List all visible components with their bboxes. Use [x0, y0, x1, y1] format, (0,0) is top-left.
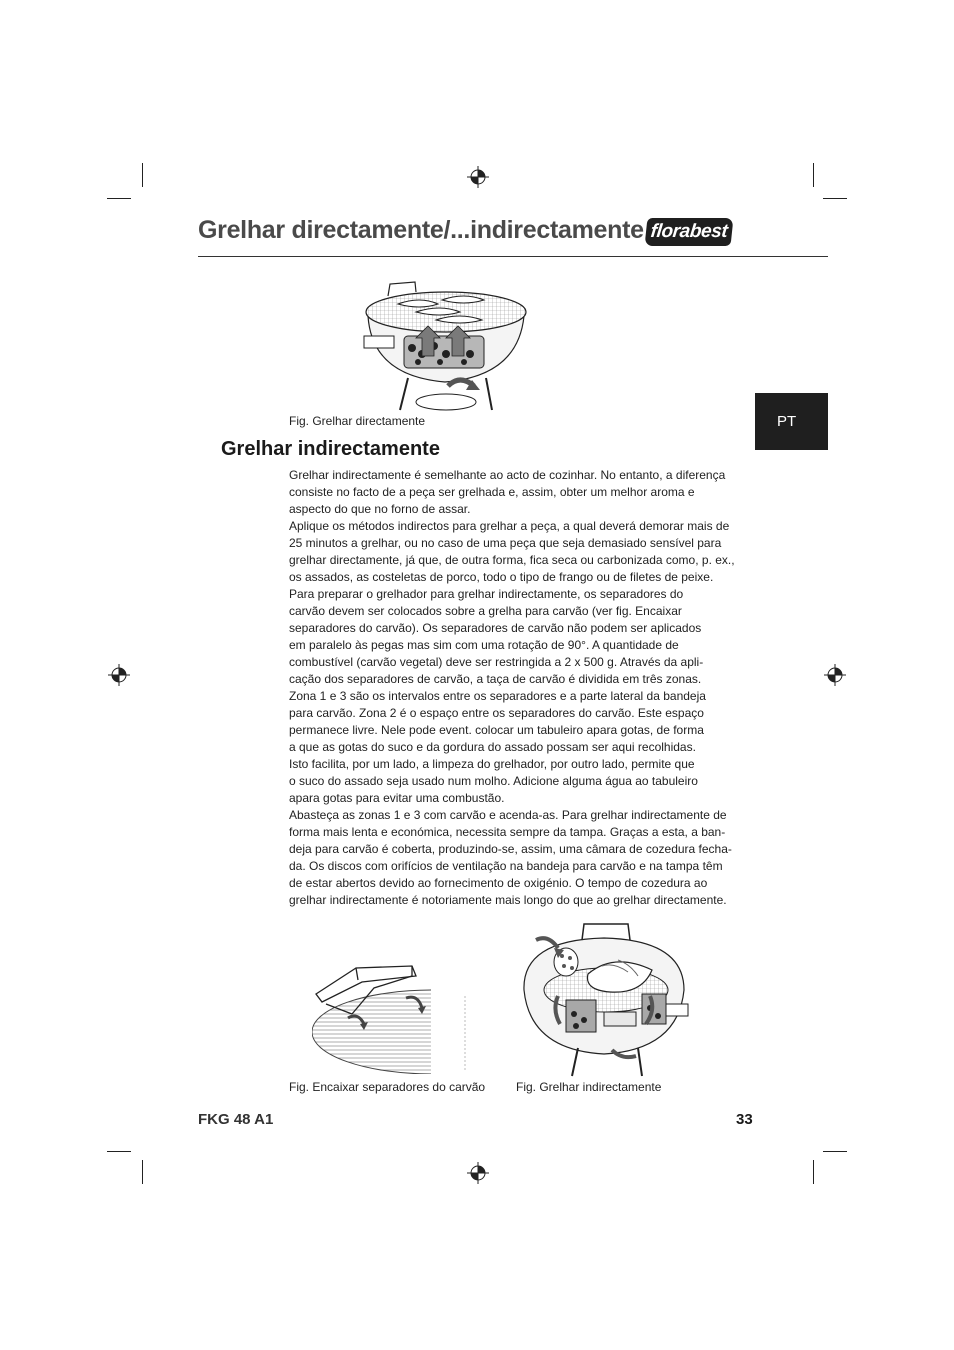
body-text-line: combustível (carvão vegetal) deve ser restringida a 2 x 500 g. Através da apli- [289, 655, 704, 669]
crop-mark [813, 163, 814, 187]
figure-caption: Fig. Grelhar directamente [289, 414, 426, 428]
body-text-line: forma mais lenta e económica, necessita sempre da tampa. Graças a esta, a ban- [289, 825, 726, 839]
language-tab-label: PT [777, 413, 797, 430]
body-text-line: separadores do carvão). Os separadores de carvão não podem ser aplicados [289, 621, 702, 635]
body-text-line: para carvão. Zona 2 é o espaço entre os separadores do carvão. Este espaço [289, 706, 704, 720]
header-divider [198, 256, 828, 257]
body-text-line: os assados, as costeletas de porco, todo o tipo de frango ou de filetes de peixe. [289, 570, 714, 584]
registration-mark-icon [108, 664, 130, 686]
body-text-line: consiste no facto de a peça ser grelhada e, assim, obter um melhor aroma e [289, 485, 695, 499]
crop-mark [823, 198, 847, 199]
page-title: Grelhar directamente/...indirectamente [198, 216, 644, 244]
body-text-line: Para preparar o grelhador para grelhar indirectamente, os separadores do [289, 587, 684, 601]
charcoal-separators-illustration [312, 960, 468, 1074]
page-number: 33 [736, 1111, 753, 1128]
body-text-line: cação dos separadores de carvão, a taça de carvão é dividida em três zonas. [289, 672, 702, 686]
body-text-line: Abasteça as zonas 1 e 3 com carvão e acenda-as. Para grelhar indirectamente de [289, 808, 727, 822]
crop-mark [142, 163, 143, 187]
body-text-line: Grelhar indirectamente é semelhante ao acto de cozinhar. No entanto, a diferença [289, 468, 726, 482]
registration-mark-icon [467, 1162, 489, 1184]
body-text-line: grelhar directamente, já que, de outra forma, fica seca ou carbonizada como, p. ex., [289, 553, 735, 567]
body-text [289, 467, 739, 909]
direct-grilling-illustration [360, 278, 530, 410]
brand-logo: florabest [645, 218, 734, 246]
crop-mark [107, 1151, 131, 1152]
crop-mark [813, 1160, 814, 1184]
body-text-line: o suco do assado seja usado num molho. Adicione alguma água ao tabuleiro [289, 774, 698, 788]
registration-mark-icon [824, 664, 846, 686]
body-text-line: a que as gotas do suco e da gordura do assado possam ser aqui recolhidas. [289, 740, 696, 754]
body-text-line: Isto facilita, por um lado, a limpeza do grelhador, por outro lado, permite que [289, 757, 695, 771]
body-text-line: aspecto do que no forno de assar. [289, 502, 471, 516]
footer-model: FKG 48 A1 [198, 1111, 274, 1128]
crop-mark [142, 1160, 143, 1184]
body-text-line: carvão devem ser colocados sobre a grelha para carvão (ver fig. Encaixar [289, 604, 682, 618]
body-text-line: apara gotas para evitar uma combustão. [289, 791, 505, 805]
body-text-line: da. Os discos com orifícios de ventilação na bandeja para carvão e na tampa têm [289, 859, 723, 873]
body-text-line: Aplique os métodos indirectos para grelhar a peça, a qual deverá demorar mais de [289, 519, 730, 533]
body-text-line: Zona 1 e 3 são os intervalos entre os separadores e a parte lateral da bandeja [289, 689, 706, 703]
figure-caption: Fig. Encaixar separadores do carvão [289, 1080, 486, 1094]
body-text-line: 25 minutos a grelhar, ou no caso de uma peça que seja demasiado sensível para [289, 536, 722, 550]
body-text-line: grelhar indirectamente é notoriamente mais longo do que ao grelhar directamente. [289, 893, 727, 907]
indirect-grilling-illustration [518, 920, 690, 1076]
figure-caption: Fig. Grelhar indirectamente [516, 1080, 662, 1094]
language-tab [755, 393, 828, 450]
crop-mark [823, 1151, 847, 1152]
body-text-line: em paralelo às pegas mas sim com uma rotação de 90°. A quantidade de [289, 638, 679, 652]
registration-mark-icon [467, 166, 489, 188]
body-text-line: de estar abertos devido ao fornecimento de oxigénio. O tempo de cozedura ao [289, 876, 708, 890]
body-text-line: permanece livre. Nele pode event. colocar um tabuleiro apara gotas, de forma [289, 723, 704, 737]
body-text-line: deja para carvão é coberta, produzindo-se, assim, uma câmara de cozedura fecha- [289, 842, 732, 856]
crop-mark [107, 198, 131, 199]
section-heading: Grelhar indirectamente [221, 438, 440, 460]
